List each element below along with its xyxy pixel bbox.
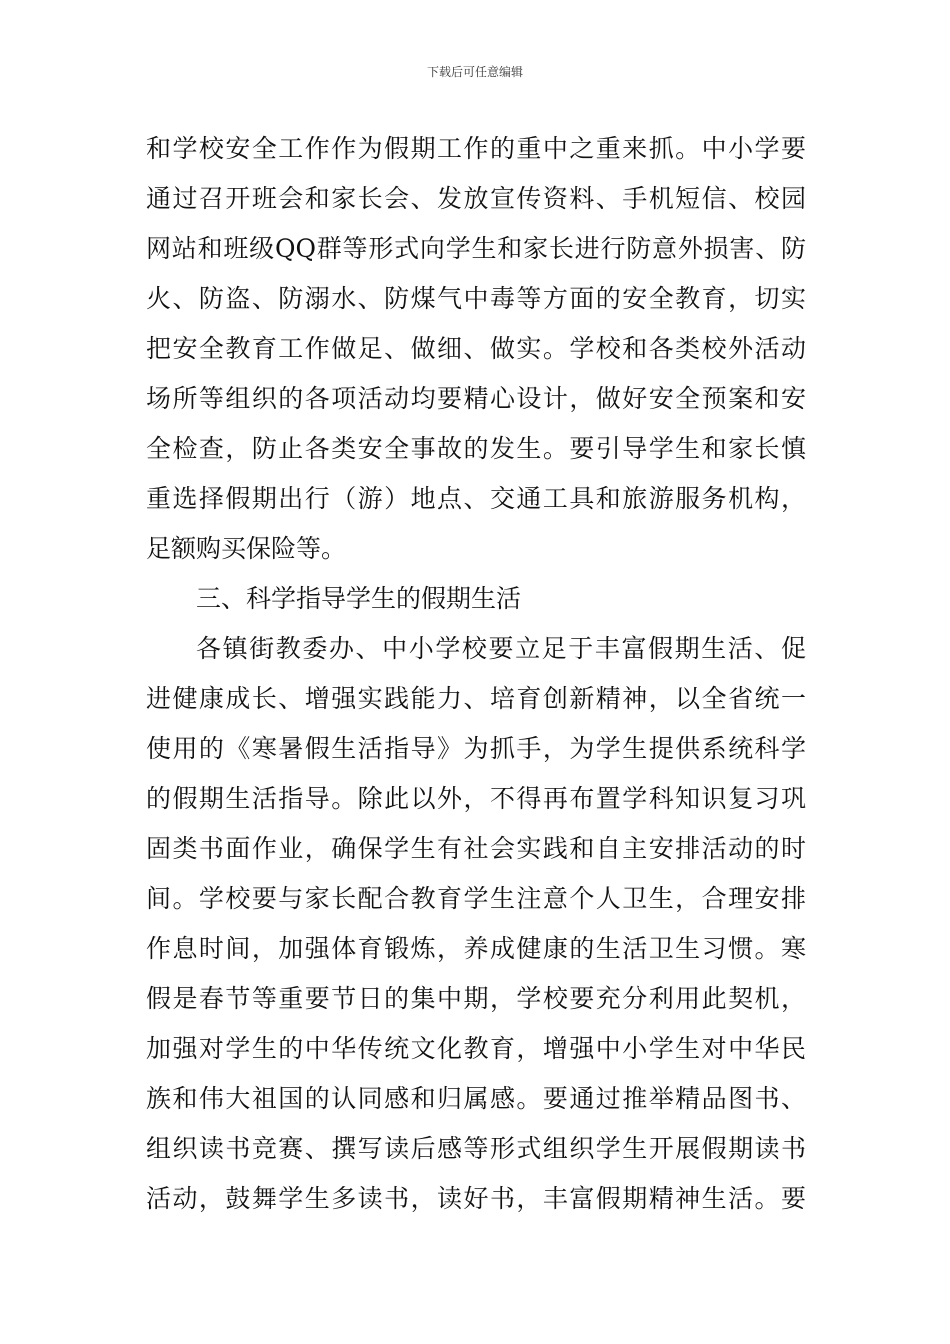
text-line: 各镇街教委办、中小学校要立足于丰富假期生活、促 <box>196 634 806 663</box>
text-line: 网站和班级QQ群等形式向学生和家长进行防意外损害、防 <box>146 234 806 263</box>
page-header: 下载后可任意编辑 <box>426 65 523 79</box>
text-line: 间。学校要与家长配合教育学生注意个人卫生，合理安排 <box>146 884 806 913</box>
text-line: 场所等组织的各项活动均要精心设计，做好安全预案和安 <box>146 384 806 413</box>
text-line: 通过召开班会和家长会、发放宣传资料、手机短信、校园 <box>146 184 806 213</box>
text-line: 活动，鼓舞学生多读书，读好书，丰富假期精神生活。要 <box>146 1184 806 1213</box>
text-line: 火、防盗、防溺水、防煤气中毒等方面的安全教育，切实 <box>146 284 806 313</box>
section-heading: 三、科学指导学生的假期生活 <box>196 584 522 613</box>
document-body <box>146 124 806 1224</box>
text-line: 把安全教育工作做足、做细、做实。学校和各类校外活动 <box>146 334 806 363</box>
text-line: 使用的《寒暑假生活指导》为抓手，为学生提供系统科学 <box>146 734 806 763</box>
text-line: 进健康成长、增强实践能力、培育创新精神，以全省统一 <box>146 684 806 713</box>
text-line: 固类书面作业，确保学生有社会实践和自主安排活动的时 <box>146 834 806 863</box>
text-line: 假是春节等重要节日的集中期，学校要充分利用此契机， <box>146 984 806 1013</box>
text-line: 和学校安全工作作为假期工作的重中之重来抓。中小学要 <box>146 134 806 163</box>
text-line: 组织读书竞赛、撰写读后感等形式组织学生开展假期读书 <box>146 1134 806 1163</box>
text-line: 族和伟大祖国的认同感和归属感。要通过推举精品图书、 <box>146 1084 806 1113</box>
text-line: 全检查，防止各类安全事故的发生。要引导学生和家长慎 <box>146 434 806 463</box>
text-line: 作息时间，加强体育锻炼，养成健康的生活卫生习惯。寒 <box>146 934 806 963</box>
text-line: 足额购买保险等。 <box>146 534 347 563</box>
text-line: 加强对学生的中华传统文化教育，增强中小学生对中华民 <box>146 1034 806 1063</box>
text-line: 重选择假期出行（游）地点、交通工具和旅游服务机构， <box>146 484 806 513</box>
text-line: 的假期生活指导。除此以外，不得再布置学科知识复习巩 <box>146 784 806 813</box>
